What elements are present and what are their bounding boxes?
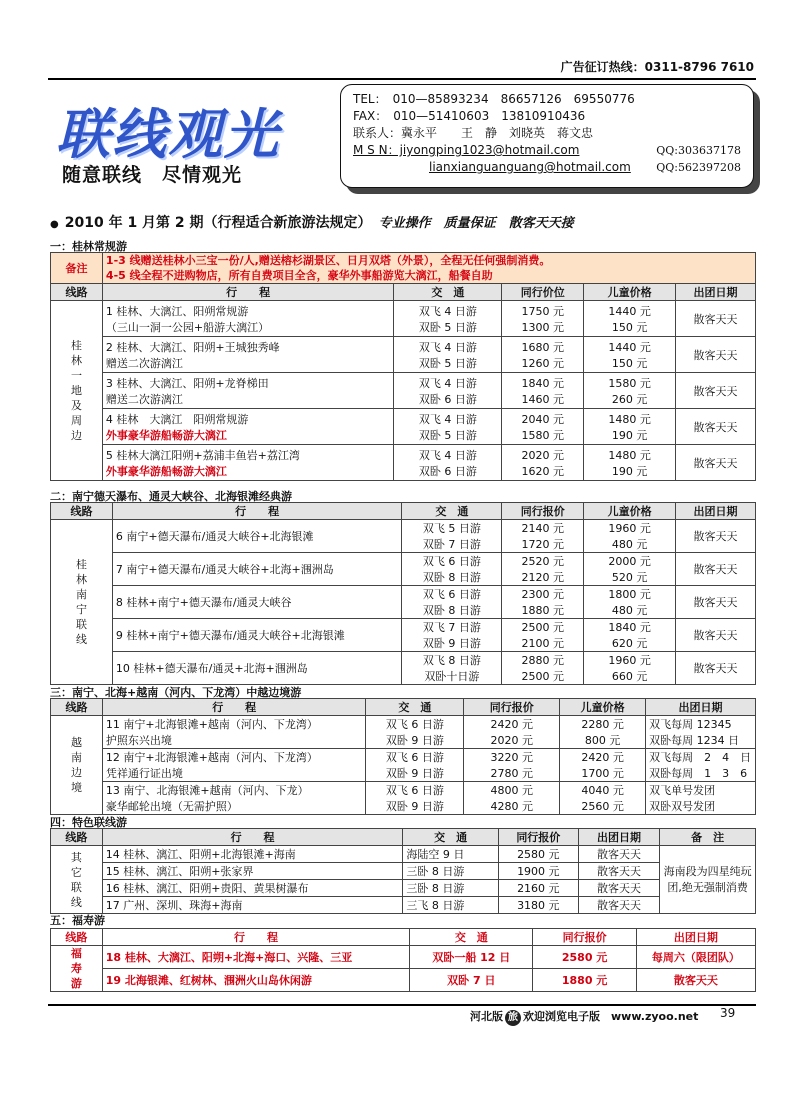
departure-cell: 散客天天 [578,846,660,863]
col-child-price: 儿童价格 [560,699,646,716]
table-row [51,520,756,553]
child-price-1: 1960 元 [608,522,651,535]
price-cell [502,301,584,337]
price-1: 2300 元 [521,588,564,601]
col-transport: 交 通 [410,929,533,946]
table-row [51,782,756,815]
departure-2: 双卧每周 1 3 6 [649,767,748,780]
transport-1: 双飞 4 日游 [418,448,477,462]
price-2: 1460 元 [521,392,564,406]
table-row [51,409,756,445]
itinerary-sub: （三山一洞一公园+船游大漓江） [105,320,270,334]
transport-cell: 三卧 8 日游 [403,863,499,880]
itinerary-cell [102,749,366,782]
price-cell: 2580 元 [533,946,636,969]
departure-cell [646,716,756,749]
transport-1: 双飞 6 日游 [422,555,481,568]
edition: 河北版 [470,1010,503,1023]
transport-2: 双卧 8 日游 [422,604,481,617]
transport-1: 双飞 8 日游 [422,654,481,667]
contact-people: 联系人：冀永平 王 静 刘晓英 蒋文忠 [353,126,594,140]
table-row [51,846,756,863]
departure-cell: 每周六（限团队） [636,946,755,969]
table-row [51,880,756,897]
itinerary-line: 5 桂林大漓江阳朔+荔浦丰鱼岩+荔江湾 [105,448,300,462]
transport-cell: 双卧 7 日 [410,969,533,992]
tel-line: TEL： 010—85893234 86657126 69550776 [353,92,635,106]
child-price-1: 1840 元 [608,621,651,634]
price-2: 2780 元 [490,767,534,780]
itinerary-cell [102,782,366,815]
table-row [51,301,756,337]
child-price-2: 660 元 [611,670,648,683]
section2-table [50,502,756,685]
child-price-2: 260 元 [611,392,648,406]
col-price: 同行报价 [464,699,560,716]
transport-2: 双卧 8 日游 [422,571,481,584]
price-cell [502,586,584,619]
col-departure: 出团日期 [636,929,755,946]
col-price: 同行报价 [502,503,584,520]
departure-cell: 散客天天 [676,619,756,652]
departure-cell [646,782,756,815]
table-row [51,586,756,619]
child-price-cell [584,373,676,409]
transport-2: 双卧 9 日游 [385,734,444,747]
transport-cell [402,586,502,619]
logo: 联线观光 [56,102,280,166]
section5-table [50,928,756,992]
price-1: 1680 元 [521,340,564,354]
section3-table [50,698,756,815]
itinerary-line: 13 南宁、北海银滩+越南（河内、下龙） [105,784,309,797]
price-1: 2520 元 [521,555,564,568]
child-price-cell [584,553,676,586]
itinerary-cell: 14 桂林、漓江、阳朔+北海银滩+海南 [102,846,403,863]
itinerary-cell [102,337,394,373]
table-row [51,863,756,880]
child-price-cell [560,749,646,782]
col-departure: 出团日期 [646,699,756,716]
itinerary-cell: 15 桂林、漓江、阳朔+张家界 [102,863,403,880]
email-link[interactable]: lianxianguanguang@hotmail.com [429,160,631,174]
price-cell [502,337,584,373]
child-price-cell [584,586,676,619]
departure-cell: 散客天天 [676,301,756,337]
itinerary-sub: 护照东兴出境 [105,734,172,747]
price-2: 1260 元 [521,356,564,370]
itinerary-sub: 外事豪华游船畅游大漓江 [105,464,227,478]
child-price-1: 1580 元 [608,376,651,390]
route-side-text: 桂林一地及周边 [70,339,82,442]
itinerary-sub: 凭祥通行证出境 [105,767,183,780]
itinerary-cell: 7 南宁+德天瀑布/通灵大峡谷+北海+涠洲岛 [112,553,402,586]
price-2: 4280 元 [490,800,534,813]
price-cell [502,619,584,652]
child-price-2: 2560 元 [581,800,624,813]
transport-2: 双卧十日游 [424,670,480,683]
qq1: QQ:303637178 [656,144,741,157]
table-row [51,897,756,914]
child-price-cell [584,445,676,481]
itinerary-sub: 外事豪华游船畅游大漓江 [105,428,227,442]
child-price-cell [584,337,676,373]
price-cell [464,716,560,749]
itinerary-cell: 6 南宁+德天瀑布/通灵大峡谷+北海银滩 [112,520,402,553]
msn-link[interactable]: M S N：jiyongping1023@hotmail.com [353,143,580,157]
note-2: 4-5 线全程不进购物店，所有自费项目全含，豪华外事船游览大漓江，船餐自助 [105,269,493,282]
child-price-cell [584,652,676,685]
transport-2: 双卧 6 日游 [418,464,477,478]
note-label: 备注 [51,253,103,284]
itinerary-cell [102,373,394,409]
transport-2: 双卧 9 日游 [385,767,444,780]
transport-2: 双卧 7 日游 [422,538,481,551]
footer-website[interactable]: 欢迎浏览电子版 www.zyoo.net [523,1010,699,1023]
bullet-icon: ● [50,219,59,230]
col-child-price: 儿童价格 [584,503,676,520]
itinerary-sub: 赠送二次游漓江 [105,392,183,406]
departure-cell: 散客天天 [676,586,756,619]
col-transport: 交 通 [402,503,502,520]
itinerary-line: 3 桂林、大漓江、阳朔+龙脊梯田 [105,376,269,390]
departure-cell: 散客天天 [676,445,756,481]
price-2: 2100 元 [521,637,564,650]
issue-title: 2010 年 1 月第 2 期（行程适合新旅游法规定） [64,215,365,231]
page-number: 39 [720,1006,736,1020]
itinerary-cell: 17 广州、深圳、珠海+海南 [102,897,403,914]
table-row [51,619,756,652]
col-child-price: 儿童价格 [584,284,676,301]
price-2: 2500 元 [521,670,564,683]
transport-cell [394,445,502,481]
departure-cell: 散客天天 [578,880,660,897]
col-itinerary: 行 程 [102,284,394,301]
departure-cell: 散客天天 [636,969,755,992]
transport-cell: 三飞 8 日游 [403,897,499,914]
table-row [51,749,756,782]
col-departure: 出团日期 [578,829,660,846]
transport-cell: 双卧一船 12 日 [410,946,533,969]
footer-text [470,1008,698,1026]
departure-cell: 散客天天 [676,652,756,685]
child-price-2: 1700 元 [581,767,624,780]
route-side-label [51,946,103,992]
col-departure: 出团日期 [676,503,756,520]
section5-title: 五：福寿游 [50,914,105,927]
transport-cell [366,749,464,782]
transport-cell [402,553,502,586]
transport-1: 双飞 4 日游 [418,304,477,318]
col-itinerary: 行 程 [102,829,403,846]
table-row [51,946,756,969]
child-price-2: 620 元 [611,637,648,650]
itinerary-line: 11 南宁+北海银滩+越南（河内、下龙湾） [105,718,318,731]
section1-table [50,252,756,481]
transport-cell: 三卧 8 日游 [403,880,499,897]
child-price-2: 520 元 [611,571,648,584]
itinerary-cell [102,445,394,481]
child-price-1: 2000 元 [608,555,651,568]
col-route: 线路 [51,503,113,520]
itinerary-cell [102,409,394,445]
itinerary-cell: 19 北海银滩、红树林、涠洲火山岛休闲游 [102,969,410,992]
col-price: 同行价位 [502,284,584,301]
issue-heading [50,212,756,232]
transport-2: 双卧 9 日游 [385,800,444,813]
price-cell: 2580 元 [498,846,578,863]
table-row [51,716,756,749]
child-price-cell [584,301,676,337]
child-price-1: 1440 元 [608,304,651,318]
col-itinerary: 行 程 [102,699,366,716]
price-1: 1840 元 [521,376,564,390]
price-1: 2020 元 [521,448,564,462]
child-price-2: 480 元 [611,604,648,617]
table-row [51,373,756,409]
col-transport: 交 通 [403,829,499,846]
price-1: 2500 元 [521,621,564,634]
child-price-1: 1440 元 [608,340,651,354]
transport-1: 双飞 6 日游 [385,718,444,731]
travel-badge-icon: 旅 [505,1010,521,1026]
col-itinerary: 行 程 [112,503,402,520]
transport-cell [394,337,502,373]
col-itinerary: 行 程 [102,929,410,946]
itinerary-cell: 9 桂林+南宁+德天瀑布/通灵大峡谷+北海银滩 [112,619,402,652]
departure-2: 双卧每周 1234 日 [649,734,740,747]
transport-cell [394,301,502,337]
table-row [51,969,756,992]
price-cell [464,782,560,815]
col-route: 线路 [51,929,103,946]
itinerary-line: 2 桂林、大漓江、阳朔+王城独秀峰 [105,340,280,354]
departure-2: 双卧双号发团 [649,800,716,813]
price-cell [464,749,560,782]
itinerary-line: 4 桂林 大漓江 阳朔常规游 [105,412,249,426]
table-row [51,445,756,481]
child-price-1: 1800 元 [608,588,651,601]
transport-cell [394,409,502,445]
section4-title: 四：特色联线游 [50,816,127,829]
section1-title: 一：桂林常规游 [50,240,127,253]
route-side-text: 其它联线 [70,850,82,909]
table-row [51,553,756,586]
itinerary-cell: 10 桂林+德天瀑布/通灵+北海+涠洲岛 [112,652,402,685]
issue-tags: 专业操作 质量保证 散客天天接 [378,216,574,231]
transport-cell [402,520,502,553]
col-price: 同行报价 [498,829,578,846]
col-price: 同行报价 [533,929,636,946]
price-2: 1880 元 [521,604,564,617]
transport-2: 双卧 5 日游 [418,428,477,442]
price-1: 2420 元 [490,718,534,731]
section3-title: 三：南宁、北海+越南（河内、下龙湾）中越边境游 [50,686,302,699]
child-price-2: 190 元 [611,464,648,478]
price-2: 1620 元 [521,464,564,478]
transport-cell [366,782,464,815]
child-price-1: 2420 元 [581,751,624,764]
transport-cell [402,652,502,685]
price-2: 2020 元 [490,734,534,747]
col-transport: 交 通 [394,284,502,301]
itinerary-cell: 8 桂林+南宁+德天瀑布/通灵大峡谷 [112,586,402,619]
col-transport: 交 通 [366,699,464,716]
price-2: 1720 元 [521,538,564,551]
price-1: 3220 元 [490,751,534,764]
price-2: 1300 元 [521,320,564,334]
col-route: 线路 [51,284,103,301]
child-price-1: 2280 元 [581,718,624,731]
departure-cell: 散客天天 [578,863,660,880]
note-1: 1-3 线赠送桂林小三宝一份/人,赠送榕杉湖景区、日月双塔（外景），全程无任何强制消费。 [105,254,551,267]
departure-cell: 散客天天 [676,553,756,586]
price-1: 2880 元 [521,654,564,667]
price-1: 2140 元 [521,522,564,535]
transport-cell [402,619,502,652]
route-side-label [51,520,113,685]
itinerary-line: 12 南宁+北海银滩+越南（河内、下龙湾） [105,751,318,764]
fax-line: FAX： 010—51410603 13810910436 [353,109,586,123]
price-cell [502,553,584,586]
child-price-1: 1480 元 [608,448,651,462]
departure-cell: 散客天天 [676,520,756,553]
slogan: 随意联线 尽情观光 [62,164,243,186]
price-cell [502,373,584,409]
table-row [51,652,756,685]
price-2: 1580 元 [521,428,564,442]
transport-1: 双飞 4 日游 [418,412,477,426]
contact-box [340,84,754,188]
transport-2: 双卧 5 日游 [418,356,477,370]
itinerary-sub: 赠送二次游漓江 [105,356,183,370]
transport-1: 双飞 6 日游 [385,784,444,797]
itinerary-sub: 豪华邮轮出境（无需护照） [105,800,238,813]
itinerary-cell: 16 桂林、漓江、阳朔+贵阳、黄果树瀑布 [102,880,403,897]
price-cell: 1880 元 [533,969,636,992]
col-remark: 备 注 [660,829,756,846]
departure-cell: 散客天天 [676,373,756,409]
price-cell: 2160 元 [498,880,578,897]
route-side-text: 桂林南宁联线 [75,558,87,646]
child-price-1: 4040 元 [581,784,624,797]
price-cell: 3180 元 [498,897,578,914]
departure-1: 双飞每周 12345 [649,718,732,731]
child-price-1: 1480 元 [608,412,651,426]
transport-2: 双卧 5 日游 [418,320,477,334]
departure-1: 双飞每周 2 4 日 [649,751,752,764]
child-price-cell [560,716,646,749]
table-row [51,337,756,373]
price-cell [502,409,584,445]
child-price-2: 190 元 [611,428,648,442]
itinerary-cell: 18 桂林、大漓江、阳朔+北海+海口、兴隆、三亚 [102,946,410,969]
itinerary-cell [102,301,394,337]
transport-1: 双飞 6 日游 [422,588,481,601]
child-price-cell [560,782,646,815]
price-2: 2120 元 [521,571,564,584]
transport-2: 双卧 6 日游 [418,392,477,406]
itinerary-cell [102,716,366,749]
route-side-label [51,301,103,481]
section2-title: 二：南宁德天瀑布、通灵大峡谷、北海银滩经典游 [50,490,292,503]
transport-cell [394,373,502,409]
price-1: 4800 元 [490,784,534,797]
transport-cell: 海陆空 9 日 [403,846,499,863]
price-1: 1750 元 [521,304,564,318]
price-cell [502,445,584,481]
child-price-2: 480 元 [611,538,648,551]
departure-cell: 散客天天 [676,409,756,445]
remark-cell: 海南段为四星纯玩团,绝无强制消费 [660,846,756,914]
price-cell: 1900 元 [498,863,578,880]
route-side-label [51,846,103,914]
child-price-1: 1960 元 [608,654,651,667]
child-price-cell [584,409,676,445]
transport-1: 双飞 4 日游 [418,340,477,354]
route-side-label [51,716,103,815]
qq2: QQ:562397208 [656,161,741,174]
col-route: 线路 [51,829,103,846]
transport-1: 双飞 5 日游 [422,522,481,535]
route-side-text: 福寿游 [70,947,82,990]
route-side-text: 越南边境 [70,736,82,794]
child-price-2: 150 元 [611,320,648,334]
departure-cell [646,749,756,782]
child-price-cell [584,520,676,553]
footer-rule [48,1004,756,1006]
departure-cell: 散客天天 [578,897,660,914]
col-route: 线路 [51,699,103,716]
child-price-2: 150 元 [611,356,648,370]
transport-2: 双卧 9 日游 [422,637,481,650]
itinerary-line: 1 桂林、大漓江、阳朔常规游 [105,304,249,318]
departure-1: 双飞单号发团 [649,784,716,797]
child-price-cell [584,619,676,652]
transport-1: 双飞 7 日游 [422,621,481,634]
section4-table [50,828,756,914]
child-price-2: 800 元 [584,734,621,747]
price-cell [502,520,584,553]
ad-hotline: 广告征订热线：0311-8796 7610 [560,60,754,74]
price-1: 2040 元 [521,412,564,426]
transport-1: 双飞 6 日游 [385,751,444,764]
departure-cell: 散客天天 [676,337,756,373]
transport-1: 双飞 4 日游 [418,376,477,390]
price-cell [502,652,584,685]
col-departure: 出团日期 [676,284,756,301]
transport-cell [366,716,464,749]
